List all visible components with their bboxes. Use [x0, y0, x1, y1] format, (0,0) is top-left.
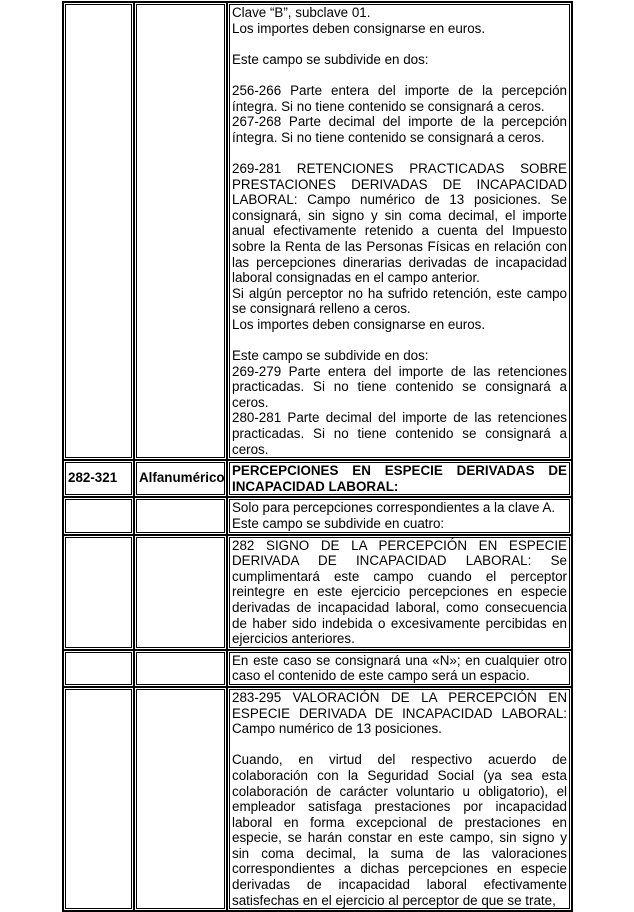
paragraph: Este campo se subdivide en dos:	[232, 348, 429, 364]
position-cell	[63, 535, 134, 650]
table-row	[63, 460, 572, 497]
description-text	[228, 651, 571, 686]
description-cell	[227, 2, 572, 460]
field-spec-table	[62, 1, 573, 912]
paragraph: 256-266 Parte entera del importe de la percepción íntegra. Si no tiene contenido se consignará a ceros.	[232, 82, 567, 114]
type-cell	[134, 497, 227, 534]
paragraph: En este caso se consignará una «N»; en cualquier otro caso el contenido de este campo será un espacio.	[232, 652, 567, 684]
paragraph: Este campo se subdivide en dos:	[232, 51, 429, 67]
description-text	[228, 461, 571, 496]
paragraph: 283-295 VALORACIÓN DE LA PERCEPCIÓN EN ESPECIE DERIVADA DE INCAPACIDAD LABORAL: Campo numérico de 13 posiciones.	[232, 689, 567, 737]
paragraph: Clave “B”, subclave 01.	[232, 5, 371, 20]
description-text	[228, 688, 571, 910]
field-type	[135, 651, 226, 661]
table-row	[63, 2, 572, 460]
blank-line	[232, 36, 567, 52]
description-cell	[227, 650, 572, 687]
position-code	[64, 3, 133, 13]
position-code	[64, 536, 133, 546]
description-text	[228, 3, 571, 459]
paragraph: 282 SIGNO DE LA PERCEPCIÓN EN ESPECIE DERIVADA DE INCAPACIDAD LABORAL: Se cumplimentará este campo cuando el perceptor reintegre en este ejercicio percepciones en especie derivadas de incapacidad laboral, como consecuencia de haber sido indebida o excesivamente percibidas en ejercicios anteriores.	[232, 537, 567, 647]
position-code	[64, 498, 133, 508]
paragraph: 269-279 Parte entera del importe de las retenciones practicadas. Si no tiene contenido se consignará a ceros.	[232, 363, 567, 410]
section-heading: PERCEPCIONES EN ESPECIE DERIVADAS DE INCAPACIDAD LABORAL:	[232, 463, 567, 494]
blank-line	[232, 332, 567, 348]
description-cell	[227, 687, 572, 911]
table-row	[63, 687, 572, 911]
description-cell	[227, 535, 572, 650]
paragraph: Los importes deben consignarse en euros.	[232, 316, 486, 332]
field-type	[135, 3, 226, 13]
type-cell	[134, 650, 227, 687]
position-code	[64, 688, 133, 698]
table-row	[63, 650, 572, 687]
blank-line	[232, 737, 567, 753]
paragraph: Si algún perceptor no ha sufrido retención, este campo se consignará relleno a ceros.	[232, 285, 567, 317]
table-row	[63, 535, 572, 650]
paragraph: Cuando, en virtud del respectivo acuerdo de colaboración con la Seguridad Social (ya sea esta colaboración de carácter voluntario u obligatorio), el empleador satisfaga prestaciones por incapacidad laboral en forma excepcional de prestaciones en especie, se harán constar en este campo, sin signo y sin coma decimal, la suma de las valoraciones correspondientes a dichas percepciones en especie derivadas de incapacidad laboral efectivamente satisfechas en el ejercicio al perceptor de que se trate,	[232, 752, 567, 908]
description-text	[228, 536, 571, 649]
paragraph: Los importes deben consignarse en euros.	[232, 20, 486, 36]
table-row	[63, 497, 572, 534]
description-cell	[227, 460, 572, 497]
paragraph: Este campo se subdivide en cuatro:	[232, 516, 445, 531]
type-cell	[134, 460, 227, 497]
field-type: Alfanumérico	[139, 470, 225, 486]
paragraph: 280-281 Parte decimal del importe de las retenciones practicadas. Si no tiene contenido se consignará a ceros.	[232, 410, 567, 457]
paragraph: 269-281 RETENCIONES PRACTICADAS SOBRE PRESTACIONES DERIVADAS DE INCAPACIDAD LABORAL: Campo numérico de 13 posiciones. Se consignará, sin signo y sin coma decimal, el importe anual efectivamente retenido a cuenta del Impuesto sobre la Renta de las Personas Físicas en relación con las percepciones dinerarias derivadas de incapacidad laboral consignadas en el campo anterior.	[232, 160, 567, 286]
paragraph: Solo para percepciones correspondientes a la clave A.	[232, 500, 556, 516]
position-code: 282-321	[68, 470, 118, 486]
paragraph: 267-268 Parte decimal del importe de la percepción íntegra. Si no tiene contenido se consignará a ceros.	[232, 114, 567, 145]
position-cell	[63, 460, 134, 497]
blank-line	[232, 145, 567, 161]
type-cell	[134, 687, 227, 911]
field-type	[135, 498, 226, 508]
description-text	[228, 498, 571, 533]
position-cell	[63, 687, 134, 911]
position-code	[64, 651, 133, 661]
field-type	[135, 688, 226, 698]
field-type	[135, 536, 226, 546]
description-cell	[227, 497, 572, 534]
type-cell	[134, 535, 227, 650]
type-cell	[134, 2, 227, 460]
position-cell	[63, 650, 134, 687]
position-cell	[63, 2, 134, 460]
blank-line	[232, 67, 567, 83]
position-cell	[63, 497, 134, 534]
